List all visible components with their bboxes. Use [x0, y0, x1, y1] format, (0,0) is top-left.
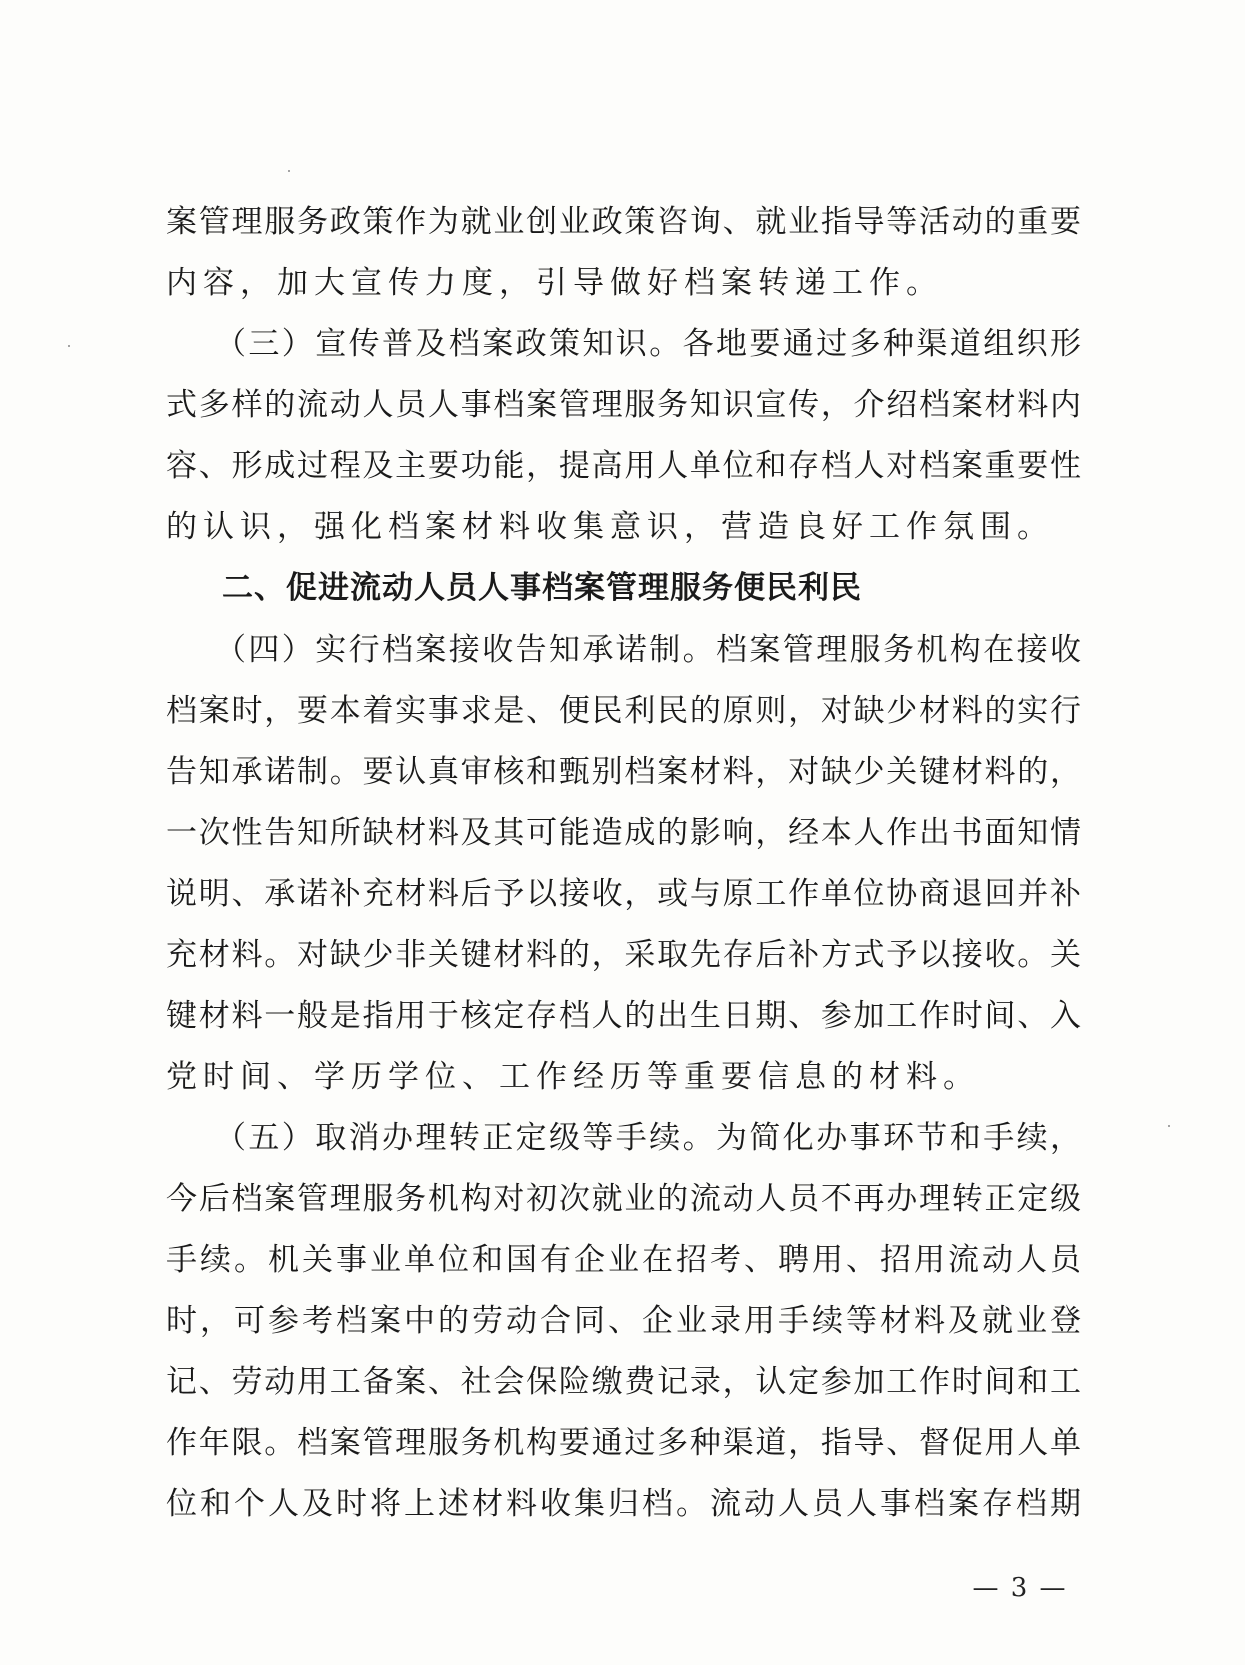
scan-speck: [288, 170, 290, 172]
body-line: 式多样的流动人员人事档案管理服务知识宣传，介绍档案材料内: [166, 387, 1081, 423]
body-line: 说明、承诺补充材料后予以接收，或与原工作单位协商退回并补: [166, 876, 1081, 912]
body-line: 充材料。对缺少非关键材料的，采取先存后补方式予以接收。关: [166, 937, 1081, 973]
body-line: 告知承诺制。要认真审核和甄别档案材料，对缺少关键材料的，: [166, 754, 1081, 790]
section-three-text: （三）宣传普及档案政策知识。各地要通过多种渠道组织形: [215, 326, 1081, 362]
body-line: 时，可参考档案中的劳动合同、企业录用手续等材料及就业登: [166, 1303, 1081, 1339]
section-three-line: [215, 322, 1081, 366]
body-line: 党时间、学历学位、工作经历等重要信息的材料。: [166, 1059, 980, 1095]
body-line: 内容，加大宣传力度，引导做好档案转递工作。: [166, 265, 943, 301]
body-line: 键材料一般是指用于核定存档人的出生日期、参加工作时间、入: [166, 998, 1081, 1034]
body-line: 位和个人及时将上述材料收集归档。流动人员人事档案存档期: [166, 1486, 1081, 1522]
body-line: 档案时，要本着实事求是、便民利民的原则，对缺少材料的实行: [166, 693, 1081, 729]
body-line: 手续。机关事业单位和国有企业在招考、聘用、招用流动人员: [166, 1242, 1081, 1278]
body-line: 作年限。档案管理服务机构要通过多种渠道，指导、督促用人单: [166, 1425, 1081, 1461]
body-line: 的认识，强化档案材料收集意识，营造良好工作氛围。: [166, 509, 1054, 545]
scan-speck: [68, 345, 70, 347]
scan-speck: [1168, 1125, 1170, 1127]
body-line: 容、形成过程及主要功能，提高用人单位和存档人对档案重要性: [166, 448, 1081, 484]
body-line: 案管理服务政策作为就业创业政策咨询、就业指导等活动的重要: [166, 204, 1081, 240]
section-four-line: （四）实行档案接收告知承诺制。档案管理服务机构在接收: [215, 632, 1081, 668]
section-five-line: （五）取消办理转正定级等手续。为简化办事环节和手续，: [215, 1120, 1081, 1156]
page-number: — 3 —: [972, 1573, 1068, 1603]
body-line: 今后档案管理服务机构对初次就业的流动人员不再办理转正定级: [166, 1181, 1081, 1217]
body-line: 记、劳动用工备案、社会保险缴费记录，认定参加工作时间和工: [166, 1364, 1081, 1400]
section-heading: 二、促进流动人员人事档案管理服务便民利民: [222, 570, 862, 606]
body-line: 一次性告知所缺材料及其可能造成的影响，经本人作出书面知情: [166, 815, 1081, 851]
